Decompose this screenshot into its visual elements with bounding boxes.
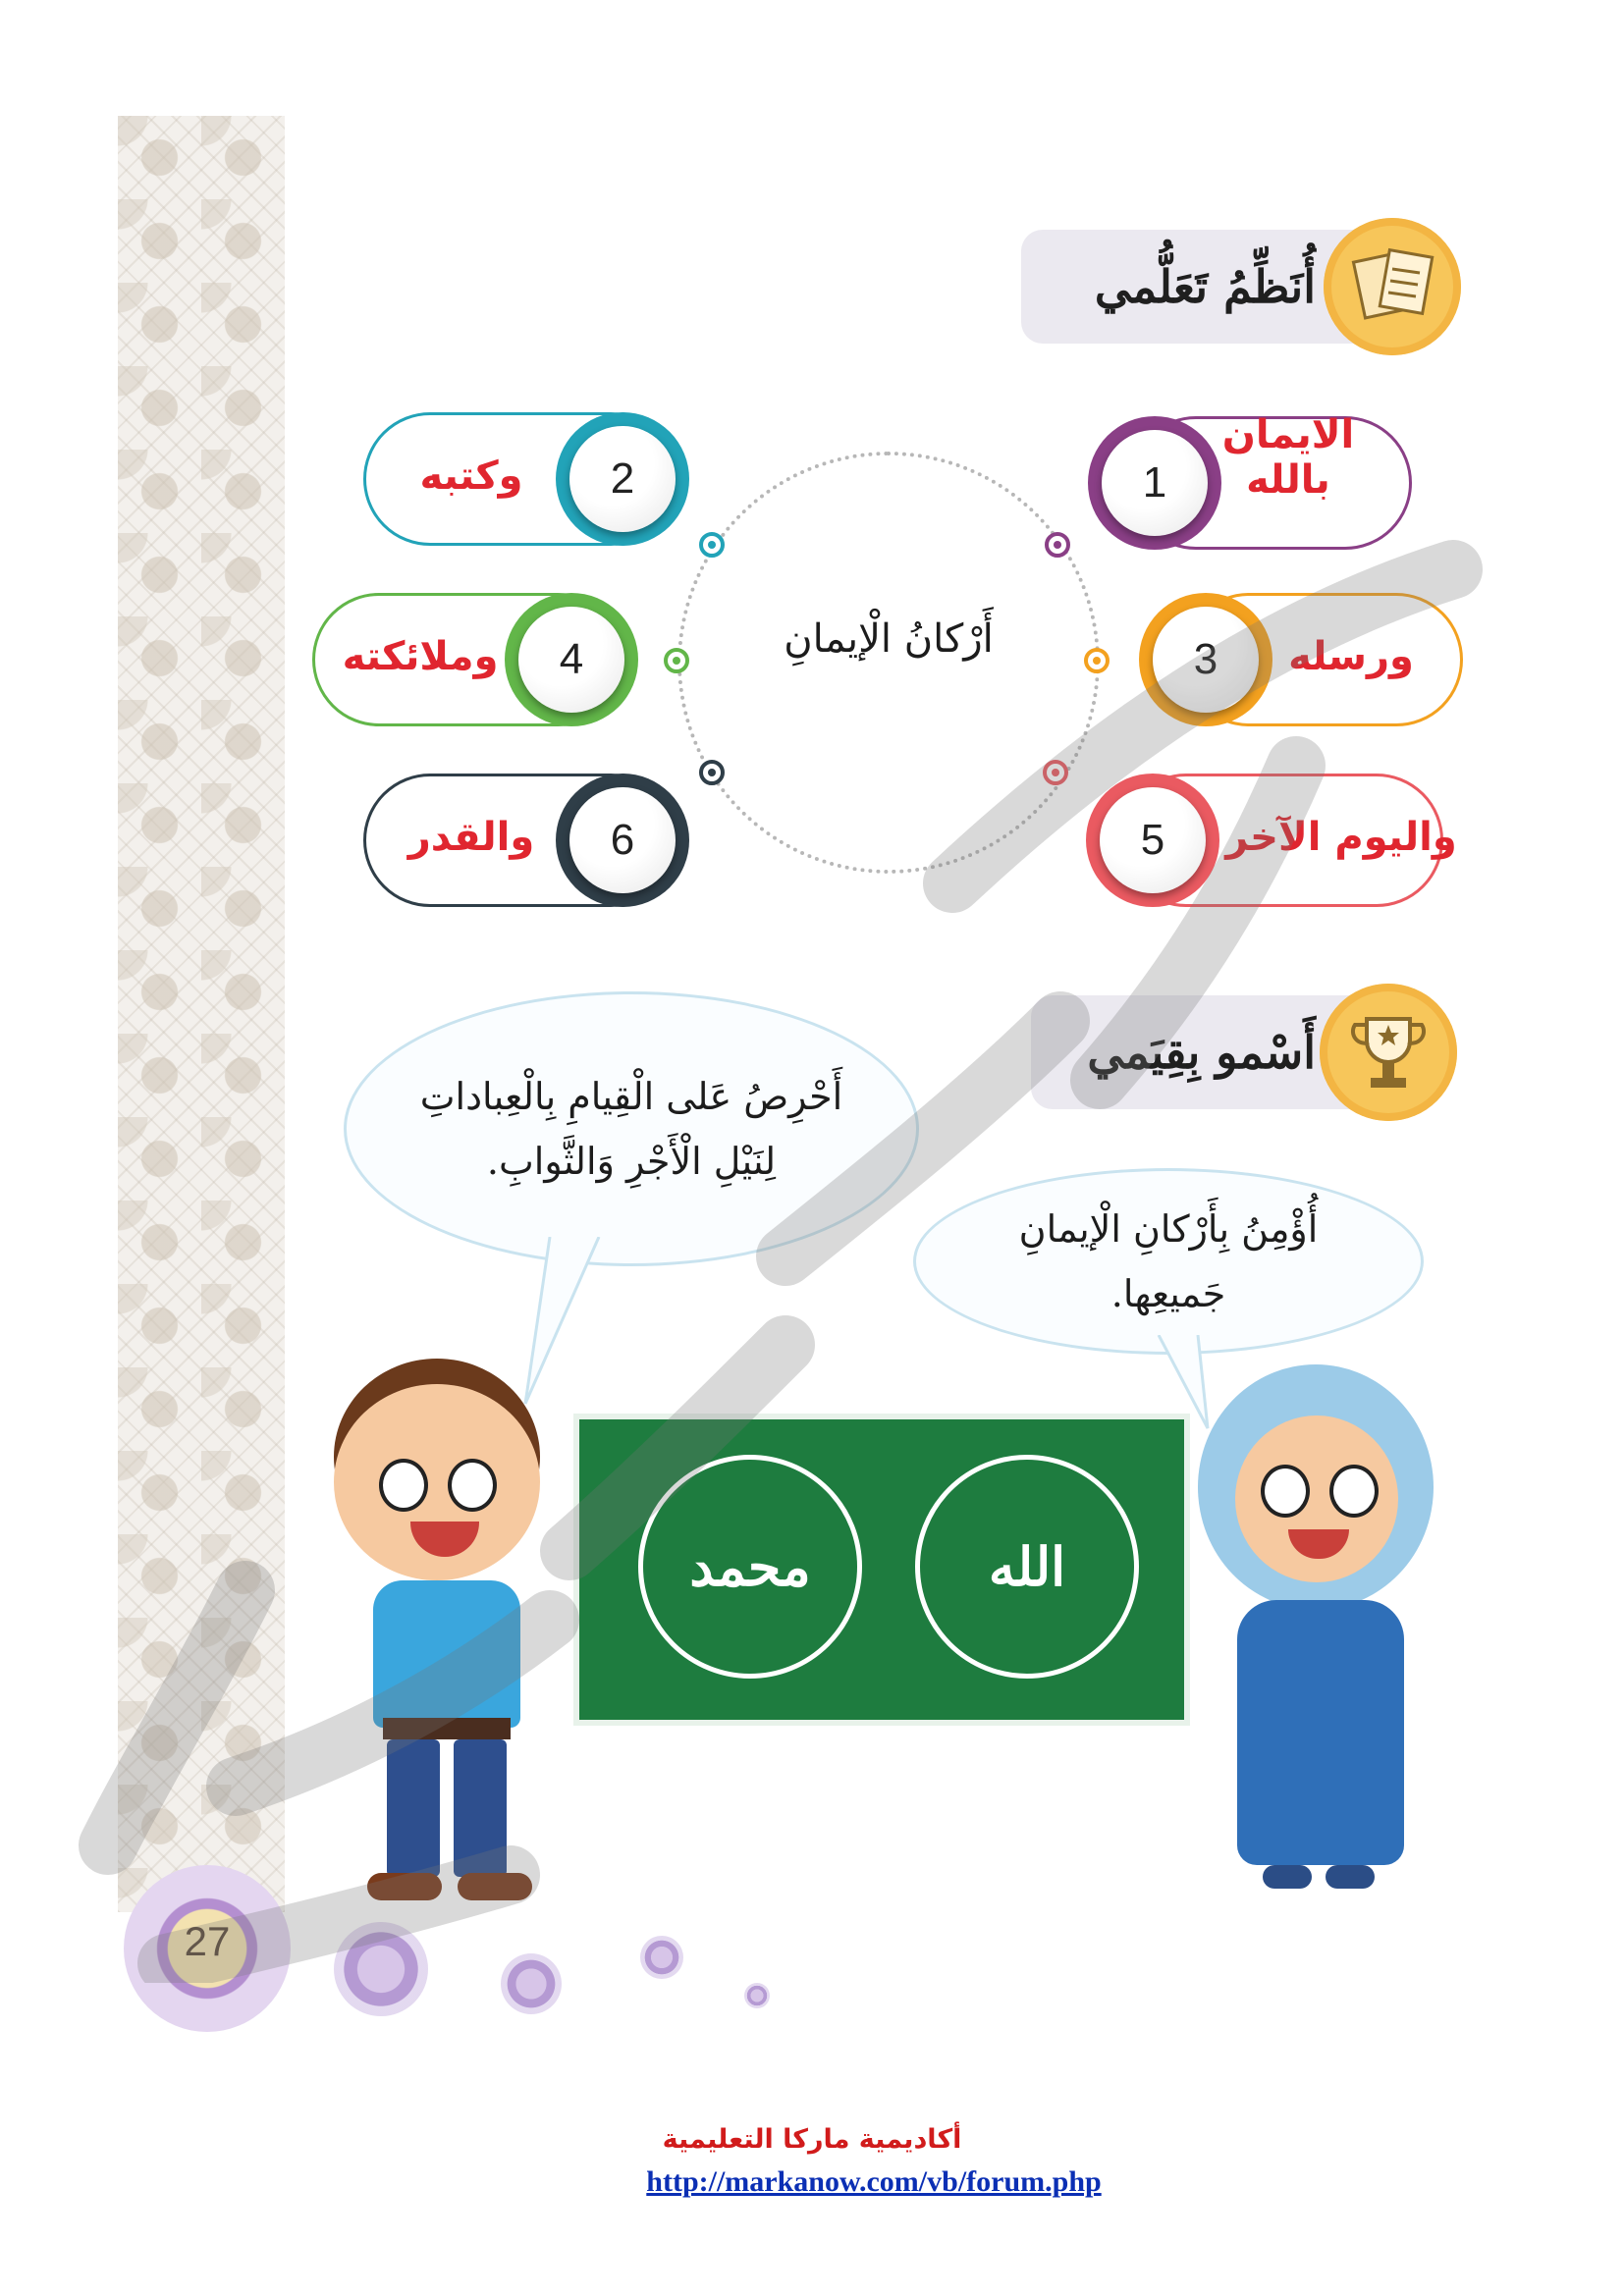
flower-ornament xyxy=(744,1983,770,2008)
pillar-3-badge xyxy=(1139,593,1272,726)
flower-ornament xyxy=(334,1922,428,2016)
girl-speech-text: أُؤْمِنُ بِأَرْكانِ الْإيمانِ جَميعِها. xyxy=(1018,1206,1319,1315)
pillar-3-number: 3 xyxy=(1153,607,1259,713)
green-banner xyxy=(573,1414,1190,1726)
pillar-4-number: 4 xyxy=(518,607,624,713)
section-title-values: أَسْمو بِقِيَمي xyxy=(1087,1026,1316,1079)
pillar-5-number: 5 xyxy=(1100,787,1206,893)
pillar-6-text: والقدر xyxy=(407,815,535,860)
pillar-2-dot xyxy=(699,532,725,558)
section-title-organize: أُنَظِّمُ تَعَلُّمي xyxy=(1094,260,1316,313)
ornamental-border xyxy=(118,116,285,1912)
notes-icon xyxy=(1324,218,1461,355)
footer-forum-link[interactable]: http://markanow.com/vb/forum.php xyxy=(646,2165,1102,2198)
pillar-1-text: الايمان بالله xyxy=(1221,412,1355,503)
pillar-4-badge xyxy=(505,593,638,726)
pillar-1-badge xyxy=(1088,416,1221,550)
pillar-1-dot xyxy=(1045,532,1070,558)
medal-allah: الله xyxy=(915,1455,1139,1679)
pillar-5-text: واليوم الآخر xyxy=(1225,815,1457,860)
girl-illustration xyxy=(1178,1355,1463,1904)
pillars-ring xyxy=(677,452,1100,874)
boy-speech-bubble xyxy=(344,991,919,1266)
pillar-1-number: 1 xyxy=(1102,430,1208,536)
pillar-6-dot xyxy=(699,760,725,785)
pillar-2-text: وكتبه xyxy=(419,454,523,499)
flower-ornament xyxy=(501,1953,562,2014)
pillar-3-text: ورسله xyxy=(1288,634,1414,679)
pillar-6-number: 6 xyxy=(569,787,676,893)
boy-speech-text: أَحْرِصُ عَلى الْقِيامِ بِالْعِباداتِ لِنَيْلِ الْأَجْرِ وَالثَّوابِ. xyxy=(419,1074,843,1183)
medal-muhammad: محمد xyxy=(638,1455,862,1679)
pillar-2-badge xyxy=(556,412,689,546)
pillar-2-number: 2 xyxy=(569,426,676,532)
footer-academy-name: أكاديمية ماركا التعليمية xyxy=(662,2124,962,2155)
pillar-4-text: وملائكته xyxy=(342,634,499,679)
pillar-5-dot xyxy=(1043,760,1068,785)
girl-speech-bubble xyxy=(913,1168,1424,1355)
flower-ornament xyxy=(640,1936,683,1979)
pillar-5-badge xyxy=(1086,774,1219,907)
pillars-center-label: أَرْكانُ الْإيمانِ xyxy=(784,616,994,662)
pillar-3-dot xyxy=(1084,648,1110,673)
pillar-6-badge xyxy=(556,774,689,907)
trophy-icon xyxy=(1320,984,1457,1121)
page-number: 27 xyxy=(184,1918,231,1964)
pillar-4-dot xyxy=(664,648,689,673)
boy-illustration xyxy=(314,1374,579,1904)
